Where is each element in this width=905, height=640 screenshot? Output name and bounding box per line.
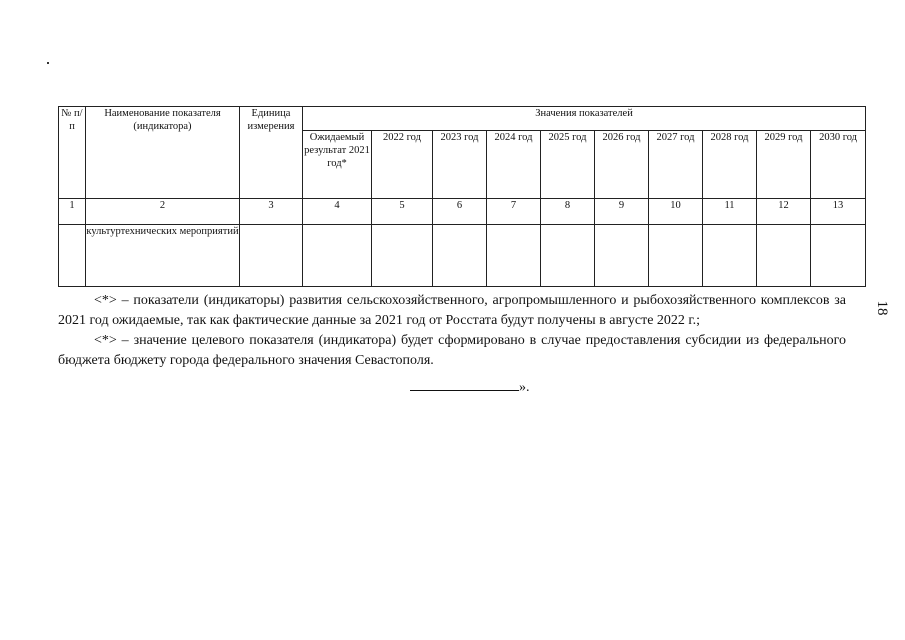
row-cell-empty	[757, 225, 811, 287]
column-number: 1	[59, 199, 86, 225]
column-number: 12	[757, 199, 811, 225]
table-row	[59, 225, 866, 287]
column-number: 9	[595, 199, 649, 225]
closing-quote: ».	[519, 380, 530, 395]
column-number: 7	[487, 199, 541, 225]
row-cell-empty	[487, 225, 541, 287]
header-expected-2021: Ожидаемый результат 2021 год*	[303, 131, 372, 199]
row-cell-empty	[372, 225, 433, 287]
column-number: 4	[303, 199, 372, 225]
row-cell-empty	[240, 225, 303, 287]
column-number: 5	[372, 199, 433, 225]
header-name: Наименование показателя (индикатора)	[86, 107, 240, 199]
column-number: 8	[541, 199, 595, 225]
page-number: 18	[874, 300, 890, 316]
header-no: № п/п	[59, 107, 86, 199]
header-year: 2026 год	[595, 131, 649, 199]
scan-speck	[47, 62, 49, 64]
column-number: 11	[703, 199, 757, 225]
footnote-1: <*> – показатели (индикаторы) развития сельскохозяйственного, агропромышленного и рыбохозяйственного комплексов за 2021 год ожидаемые, так как фактические данные за 2021 год от Росстата будут получены в августе 2022 г.;	[58, 293, 846, 328]
closing-line	[410, 378, 530, 396]
row-cell-empty	[303, 225, 372, 287]
column-number: 13	[811, 199, 866, 225]
row-cell-empty	[703, 225, 757, 287]
row-cell-empty	[649, 225, 703, 287]
column-numbers-row	[59, 199, 866, 225]
header-values-group: Значения показателей	[303, 107, 866, 131]
row-cell-empty	[541, 225, 595, 287]
column-number: 10	[649, 199, 703, 225]
signature-blank-line	[410, 378, 519, 391]
column-number: 6	[433, 199, 487, 225]
header-year: 2022 год	[372, 131, 433, 199]
row-cell-empty	[595, 225, 649, 287]
column-number: 3	[240, 199, 303, 225]
column-number: 2	[86, 199, 240, 225]
footnotes	[58, 291, 846, 371]
header-year: 2030 год	[811, 131, 866, 199]
header-year: 2023 год	[433, 131, 487, 199]
header-year: 2027 год	[649, 131, 703, 199]
header-year: 2025 год	[541, 131, 595, 199]
header-year: 2029 год	[757, 131, 811, 199]
header-year: 2024 год	[487, 131, 541, 199]
row-cell-name: культуртехнических мероприятий	[86, 225, 240, 287]
footnote-2: <*> – значение целевого показателя (индикатора) будет сформировано в случае предоставления субсидии из федерального бюджета бюджету города федерального значения Севастополя.	[58, 333, 846, 368]
header-row-1	[59, 107, 866, 131]
row-cell-empty	[811, 225, 866, 287]
row-cell-empty	[433, 225, 487, 287]
header-year: 2028 год	[703, 131, 757, 199]
indicators-table	[58, 106, 866, 287]
header-unit: Единица измерения	[240, 107, 303, 199]
row-cell-no	[59, 225, 86, 287]
